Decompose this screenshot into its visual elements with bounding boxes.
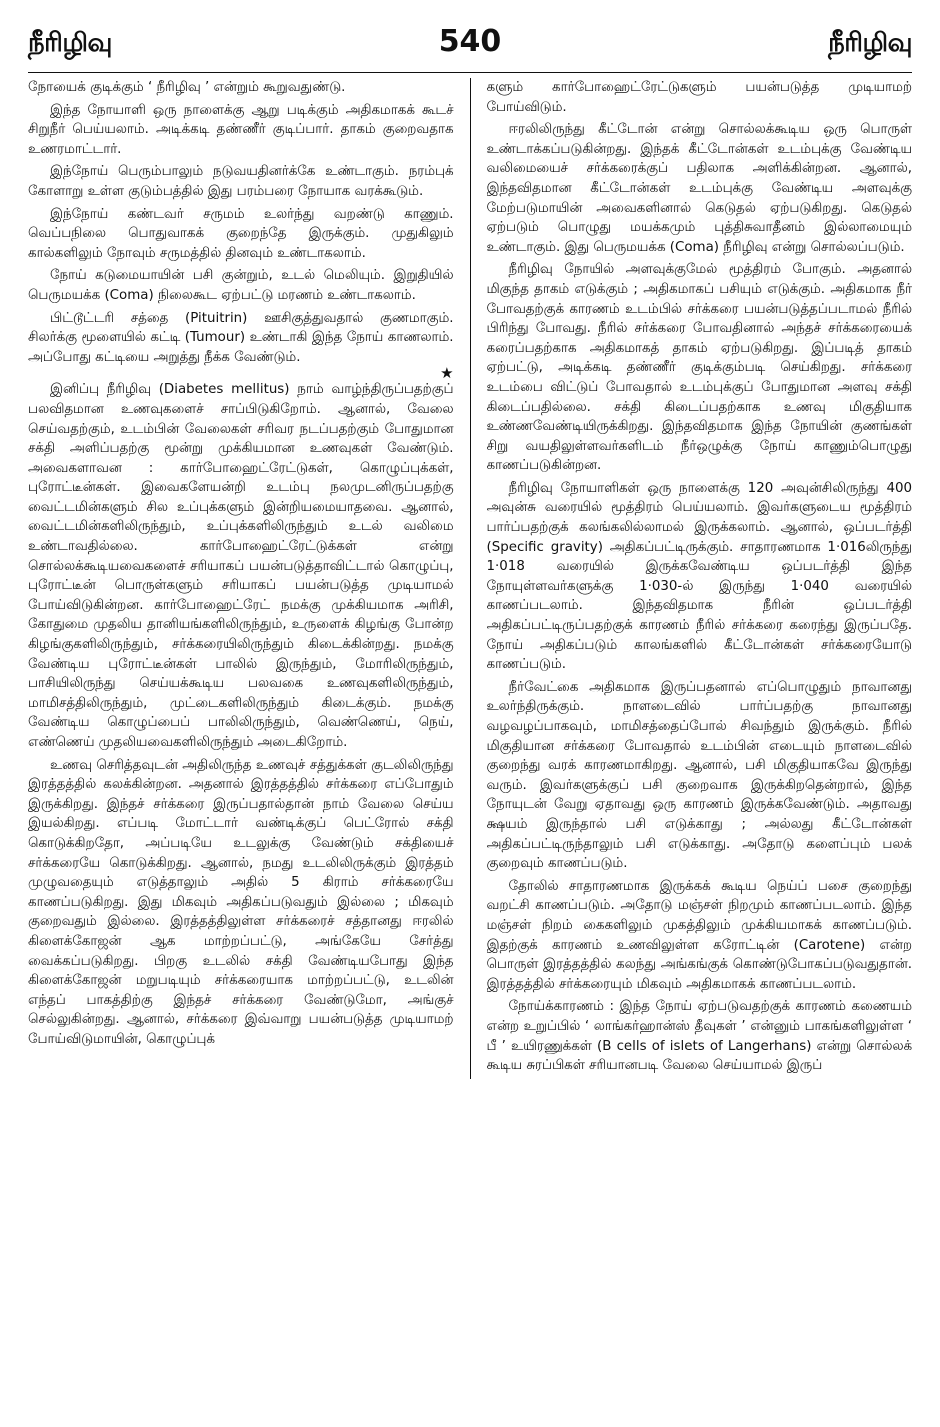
paragraph: நீர்வேட்கை அதிகமாக இருப்பதனால் எப்பொழுதும் நாவானது உலர்ந்திருக்கும். நாளடைவில் பார்ப்பதற்கு நாவானது வழவழப்பாகவும், மாமிசத்தைப்போல் சிவந்தும் இருக்கும். நீரில் மிகுதியான சர்க்கரை போவதால் உடம்பின் எடையும் நாளடைவில் குறைந்து வரக் காரணமாகிறது. ஆனால், பசி மிகுதியாகவே இருந்து வரும். இவர்களுக்குப் பசி குறைவாக இருக்கிறதென்றால், இந்த நோயுடன் வேறு ஏதாவது ஒரு காரணம் இருக்கவேண்டும். அதாவது க்ஷயம் இருந்தால் பசி எடுக்காது ; அல்லது கீட்டோன்கள் அதிகப்பட்டிருந்தாலும் பசி எடுக்காது. அதோடு களைப்பும் பலக் குறைவும் காணப்படும். — [486, 679, 913, 872]
column-divider — [470, 78, 471, 1079]
paragraph: இந்த நோயாளி ஒரு நாளைக்கு ஆறு படிக்கும் அதிகமாகக் கூடச் சிறுநீர் பெய்யலாம். அடிக்கடி தண்ணீர் குடிப்பார். தாகம் குறைவதாக உணரமாட்டார். — [28, 102, 454, 157]
paragraph: உணவு செரித்தவுடன் அதிலிருந்த உணவுச் சத்துக்கள் குடலிலிருந்து இரத்தத்தில் கலக்கின்றன. அதனால் இரத்தத்தில் சர்க்கரை எப்போதும் இருக்கிறது. இந்தச் சர்க்கரை இருப்பதால்தான் நாம் வேலை செய்ய இயல்கிறது. எப்படி மோட்டார் வண்டிக்குப் பெட்ரோல் சக்தி கொடுக்கிறதோ, அப்படியே உடலுக்கு வேண்டும் சக்தியைச் சர்க்கரையே கொடுக்கிறது. ஆனால், நமது உடலிலிருக்கும் இரத்தம் முழுவதையும் எடுத்தாலும் அதில் 5 கிராம் சர்க்கரையே காணப்படுகிறது. இது மிகவும் அதிகப்படுவதும் இல்லை ; மிகவும் குறைவதும் இல்லை. இரத்தத்திலுள்ள சர்க்கரைச் சத்தானது ஈரலில் கிளைக்கோஜன் ஆக மாற்றப்பட்டு, அங்கேயே சேர்த்து வைக்கப்படுகிறது. பிறகு உடலில் சக்தி வேண்டியபோது இந்த கிளைக்கோஜன் மறுபடியும் சர்க்கரையாக மாற்றப்பட்டு, உடலின் எந்தப் பாகத்திற்கு இந்தச் சர்க்கரை வேண்டுமோ, அங்குச் செல்லுகின்றது. ஆனால், சர்க்கரை இவ்வாறு பயன்படுத்த முடியாமற் போய்விடுமாயின், கொழுப்புக் — [28, 757, 454, 1047]
section-end-star: ★ — [440, 364, 454, 383]
header-left-word: நீரிழிவு — [28, 27, 112, 58]
page-number: 540 — [438, 24, 502, 59]
paragraph: நோயைக் குடிக்கும் ‘ நீரிழிவு ’ என்றும் கூறுவதுண்டு. — [28, 80, 346, 95]
paragraph: நீரிழிவு நோயில் அளவுக்குமேல் மூத்திரம் போகும். அதனால் மிகுந்த தாகம் எடுக்கும் ; அதிகமாகப் பசியும் எடுக்கும். அதிகமாக நீர் போவதற்குக் காரணம் உடம்பில் சர்க்கரை பயன்படுத்தப்படாமல் நீரில் பிரிந்து போவது. நீரில் சர்க்கரை போவதினால் அந்தச் சர்க்கரையைக் கரைப்பதற்காக அதிகமாகத் தாகம் ஏற்படுகிறது. இப்படித் தாகம் ஏற்பட்டு, அடிக்கடி தண்ணீர் குடிக்கும்படி செய்கிறது. சர்க்கரை உடம்பை விட்டுப் போவதால் உடம்புக்குப் போதுமான அளவு சக்தி கிடைப்பதில்லை. சக்தி கிடைப்பதற்காக உணவு மிகுதியாக உண்ணவேண்டியிருக்கிறது. இந்தவிதமாக இந்த நோயின் குணங்கள் சிறு வயதிலுள்ளவர்களிடம் நீர்ஒழுக்கு நோய் காணும்பொழுது காணப்படுகின்றன. — [486, 262, 913, 474]
paragraph: ஈரலிலிருந்து கீட்டோன் என்று சொல்லக்கூடிய ஒரு பொருள் உண்டாக்கப்படுகின்றது. இந்தக் கீட்டோன்கள் உடம்புக்கு வேண்டிய வலிமையைச் சர்க்கரைக்குப் பதிலாக அளிக்கின்றன. ஆனால், இந்தவிதமான கீட்டோன்கள் உடம்புக்கு வேண்டிய அளவுக்கு மேற்படுமாயின் அவைகளினால் கெடுதல் ஏற்படுகிறது. கெடுதல் ஏற்படும் பொழுது மயக்கமும் புத்திசுவாதீனம் இல்லாமையும் உண்டாகும். இது பெருமயக்க (Coma) நீரிழிவு என்று சொல்லப்படும். — [486, 122, 913, 255]
paragraph: இந்நோய் கண்டவர் சருமம் உலர்ந்து வறண்டு காணும். வெப்பநிலை பொதுவாகக் குறைந்தே இருக்கும். முதுகிலும் கால்களிலும் நோவும் சருமத்தில் தினவும் உண்டாகலாம். — [28, 206, 454, 261]
left-column — [28, 78, 454, 1079]
paragraph: தோலில் சாதாரணமாக இருக்கக் கூடிய நெய்ப் பசை குறைந்து வறட்சி காணப்படும். அதோடு மஞ்சள் நிறமும் காணப்படலாம். இந்த மஞ்சள் நிறம் கைகளிலும் முகத்திலும் முக்கியமாகக் காணப்படும். இதற்குக் காரணம் உணவிலுள்ள கரோட்டின் (Carotene) என்ற பொருள் இரத்தத்தில் கலந்து அங்கங்குக் கொண்டுபோகப்படுவதுதான். இரத்தத்தில் சர்க்கரையும் மிகவும் அதிகமாகக் காணப்படலாம். — [486, 878, 913, 992]
page-header — [28, 22, 912, 66]
paragraph: இந்நோய் பெரும்பாலும் நடுவயதினர்க்கே உண்டாகும். நரம்புக் கோளாறு உள்ள குடும்பத்தில் இது பரம்பரை நோயாக வரக்கூடும். — [28, 164, 454, 199]
paragraph-diabetes-mellitus: இனிப்பு நீரிழிவு (Diabetes mellitus) நாம் வாழ்ந்திருப்பதற்குப் பலவிதமான உணவுகளைச் சாப்பிடுகிறோம். ஆனால், வேலை செய்வதற்கும், உடம்பின் வேலைகள் சரிவர நடப்பதற்கும் போதுமான சக்தி அளிப்பதற்கு மூன்று முக்கியமான உணவுகள் வேண்டும். அவைகளாவன : கார்போஹைட்ரேட்டுகள், கொழுப்புக்கள், புரோட்டீன்கள். இவைகளேயன்றி உடம்பு நலமுடனிருப்பதற்கு வைட்டமின்களும் சில உப்புக்களும் இன்றியமையாதவை. ஆனால், வைட்டமின்களிலிருந்தும், உப்புக்களிலிருந்தும் உடல் வலிமை உண்டாவதில்லை. கார்போஹைட்ரேட்டுக்கள் என்று சொல்லக்கூடியவைகளைச் சரியாகப் பயன்படுத்தாவிட்டால் கொழுப்பு, புரோட்டீன் பொருள்களும் சரியாகப் பயன்படுத்த முடியாமல் போய்விடுகின்றன. கார்போஹைட்ரேட் நமக்கு முக்கியமாக அரிசி, கோதுமை முதலிய தானியங்களிலிருந்தும், உருளைக் கிழங்கு போன்ற கிழங்குகளிலிருந்தும், சர்க்கரையிலிருந்தும் கிடைக்கின்றது. நமக்கு வேண்டிய புரோட்டீன்கள் பாலில் இருந்தும், மோரிலிருந்தும், பாசியிலிருந்து செய்யக்கூடிய பலவகை உணவுகளிலிருந்தும், மாமிசத்திலிருந்தும், முட்டைகளிலிருந்தும் கிடைக்கும். நமக்கு வேண்டிய கொழுப்பைப் பாலிலிருந்தும், வெண்ணெய், நெய், எண்ணெய் முதலியவைகளிலிருந்தும் அடைகிறோம். — [28, 382, 454, 750]
paragraph: நோய்க்காரணம் : இந்த நோய் ஏற்படுவதற்குக் காரணம் கணையம் என்ற உறுப்பில் ‘ லாங்கர்ஹான்ஸ் தீவுகள் ’ என்னும் பாகங்களிலுள்ள ‘ பீ ’ உயிரணுக்கள் (B cells of islets of Langerhans) என்று சொல்லக் கூடிய சுரப்பிகள் சரியானபடி வேலை செய்யாமல் இருப் — [486, 999, 913, 1074]
right-column — [487, 78, 913, 1079]
paragraph: களும் கார்போஹைட்ரேட்டுகளும் பயன்படுத்த முடியாமற் போய்விடும். — [486, 80, 913, 115]
header-rule — [28, 72, 912, 73]
text-columns — [28, 78, 912, 1079]
paragraph: நீரிழிவு நோயாளிகள் ஒரு நாளைக்கு 120 அவுன்சிலிருந்து 400 அவுன்சு வரையில் மூத்திரம் பெய்யலாம். இவர்களுடைய மூத்திரம் பார்ப்பதற்குக் கலங்கலில்லாமல் இருக்கலாம். ஆனால், ஒப்படர்த்தி (Specific gravity) அதிகப்பட்டிருக்கும். சாதாரணமாக 1·016லிருந்து 1·018 வரையில் இருக்கவேண்டிய ஒப்படர்த்தி இந்த நோயுள்ளவர்களுக்கு 1·030-ல் இருந்து 1·040 வரையில் காணப்படலாம். இந்தவிதமாக நீரின் ஒப்படர்த்தி அதிகப்பட்டிருப்பதற்குக் காரணம் நீரில் சர்க்கரை கரைந்து இருப்பதே. நோய் அதிகப்படும் காலங்களில் கீட்டோன்கள் சர்க்கரையோடு காணப்படும். — [486, 480, 913, 673]
paragraph: நோய் கடுமையாயின் பசி குன்றும், உடல் மெலியும். இறுதியில் பெருமயக்க (Coma) நிலைகூட ஏற்பட்டு மரணம் உண்டாகலாம். — [28, 268, 454, 303]
paragraph: பிட்டூட்டரி சத்தை (Pituitrin) ஊசிகுத்துவதால் குணமாகும். சிலர்க்கு மூளையில் கட்டி (Tumour) உண்டாகி இந்த நோய் காணலாம். அப்போது கட்டியை அறுத்து நீக்க வேண்டும். — [28, 310, 454, 365]
header-right-word: நீரிழிவு — [828, 27, 912, 58]
